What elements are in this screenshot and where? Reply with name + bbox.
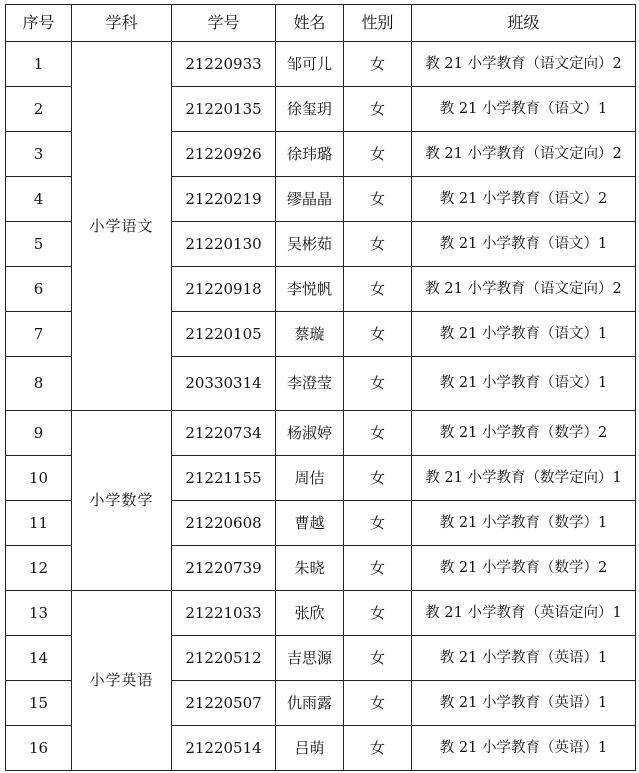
- cell-seq: 3: [6, 132, 72, 177]
- cell-seq: 16: [6, 726, 72, 771]
- cell-seq: 4: [6, 177, 72, 222]
- cell-seq: 7: [6, 312, 72, 357]
- cell-student-id: 21220135: [172, 87, 276, 132]
- cell-class: 教 21 小学教育（英语）1: [412, 636, 636, 681]
- cell-name: 李澄莹: [276, 357, 344, 411]
- cell-gender: 女: [344, 42, 412, 87]
- cell-seq: 5: [6, 222, 72, 267]
- cell-seq: 13: [6, 591, 72, 636]
- cell-gender: 女: [344, 636, 412, 681]
- cell-name: 李悦帆: [276, 267, 344, 312]
- cell-name: 吴彬茹: [276, 222, 344, 267]
- cell-gender: 女: [344, 726, 412, 771]
- cell-gender: 女: [344, 357, 412, 411]
- cell-student-id: 21220219: [172, 177, 276, 222]
- cell-seq: 2: [6, 87, 72, 132]
- cell-name: 蔡璇: [276, 312, 344, 357]
- cell-class: 教 21 小学教育（语文）1: [412, 357, 636, 411]
- cell-class: 教 21 小学教育（语文定向）2: [412, 132, 636, 177]
- cell-name: 缪晶晶: [276, 177, 344, 222]
- cell-class: 教 21 小学教育（数学）2: [412, 411, 636, 456]
- cell-student-id: 21221033: [172, 591, 276, 636]
- cell-class: 教 21 小学教育（数学）1: [412, 501, 636, 546]
- cell-gender: 女: [344, 177, 412, 222]
- cell-name: 吉思源: [276, 636, 344, 681]
- cell-gender: 女: [344, 312, 412, 357]
- table-row: [6, 591, 636, 636]
- cell-gender: 女: [344, 681, 412, 726]
- cell-class: 教 21 小学教育（英语）1: [412, 726, 636, 771]
- cell-class: 教 21 小学教育（语文定向）2: [412, 42, 636, 87]
- cell-subject-math: 小学数学: [72, 411, 172, 591]
- cell-gender: 女: [344, 501, 412, 546]
- cell-student-id: 21220926: [172, 132, 276, 177]
- cell-name: 杨淑婷: [276, 411, 344, 456]
- cell-student-id: 21220514: [172, 726, 276, 771]
- cell-class: 教 21 小学教育（语文定向）2: [412, 267, 636, 312]
- header-class: 班级: [412, 5, 636, 42]
- cell-student-id: 21220130: [172, 222, 276, 267]
- cell-gender: 女: [344, 456, 412, 501]
- cell-class: 教 21 小学教育（语文）1: [412, 312, 636, 357]
- cell-name: 仇雨露: [276, 681, 344, 726]
- cell-name: 吕萌: [276, 726, 344, 771]
- cell-name: 曹越: [276, 501, 344, 546]
- cell-student-id: 21221155: [172, 456, 276, 501]
- cell-class: 教 21 小学教育（语文）1: [412, 222, 636, 267]
- cell-class: 教 21 小学教育（数学）2: [412, 546, 636, 591]
- cell-seq: 14: [6, 636, 72, 681]
- cell-gender: 女: [344, 132, 412, 177]
- cell-class: 教 21 小学教育（数学定向）1: [412, 456, 636, 501]
- cell-name: 徐玮璐: [276, 132, 344, 177]
- cell-student-id: 21220512: [172, 636, 276, 681]
- cell-class: 教 21 小学教育（英语定向）1: [412, 591, 636, 636]
- header-name: 姓名: [276, 5, 344, 42]
- cell-student-id: 21220734: [172, 411, 276, 456]
- cell-student-id: 21220739: [172, 546, 276, 591]
- cell-gender: 女: [344, 411, 412, 456]
- header-subject: 学科: [72, 5, 172, 42]
- cell-student-id: 21220105: [172, 312, 276, 357]
- cell-seq: 8: [6, 357, 72, 411]
- cell-gender: 女: [344, 87, 412, 132]
- cell-seq: 15: [6, 681, 72, 726]
- header-student-id: 学号: [172, 5, 276, 42]
- cell-name: 朱晓: [276, 546, 344, 591]
- cell-student-id: 21220507: [172, 681, 276, 726]
- cell-gender: 女: [344, 546, 412, 591]
- table-row: [6, 411, 636, 456]
- header-seq: 序号: [6, 5, 72, 42]
- cell-name: 徐玺玥: [276, 87, 344, 132]
- header-gender: 性别: [344, 5, 412, 42]
- cell-seq: 11: [6, 501, 72, 546]
- cell-class: 教 21 小学教育（语文）2: [412, 177, 636, 222]
- cell-subject-english: 小学英语: [72, 591, 172, 771]
- cell-seq: 9: [6, 411, 72, 456]
- cell-name: 邹可儿: [276, 42, 344, 87]
- cell-gender: 女: [344, 591, 412, 636]
- cell-name: 张欣: [276, 591, 344, 636]
- cell-gender: 女: [344, 222, 412, 267]
- student-table: [5, 4, 636, 771]
- cell-student-id: 21220933: [172, 42, 276, 87]
- cell-seq: 10: [6, 456, 72, 501]
- cell-seq: 12: [6, 546, 72, 591]
- cell-seq: 6: [6, 267, 72, 312]
- cell-student-id: 20330314: [172, 357, 276, 411]
- header-row: [6, 5, 636, 42]
- cell-subject-chinese: 小学语文: [72, 42, 172, 411]
- cell-gender: 女: [344, 267, 412, 312]
- cell-student-id: 21220918: [172, 267, 276, 312]
- cell-class: 教 21 小学教育（英语）1: [412, 681, 636, 726]
- cell-name: 周佶: [276, 456, 344, 501]
- cell-class: 教 21 小学教育（语文）1: [412, 87, 636, 132]
- cell-student-id: 21220608: [172, 501, 276, 546]
- cell-seq: 1: [6, 42, 72, 87]
- table-row: [6, 42, 636, 87]
